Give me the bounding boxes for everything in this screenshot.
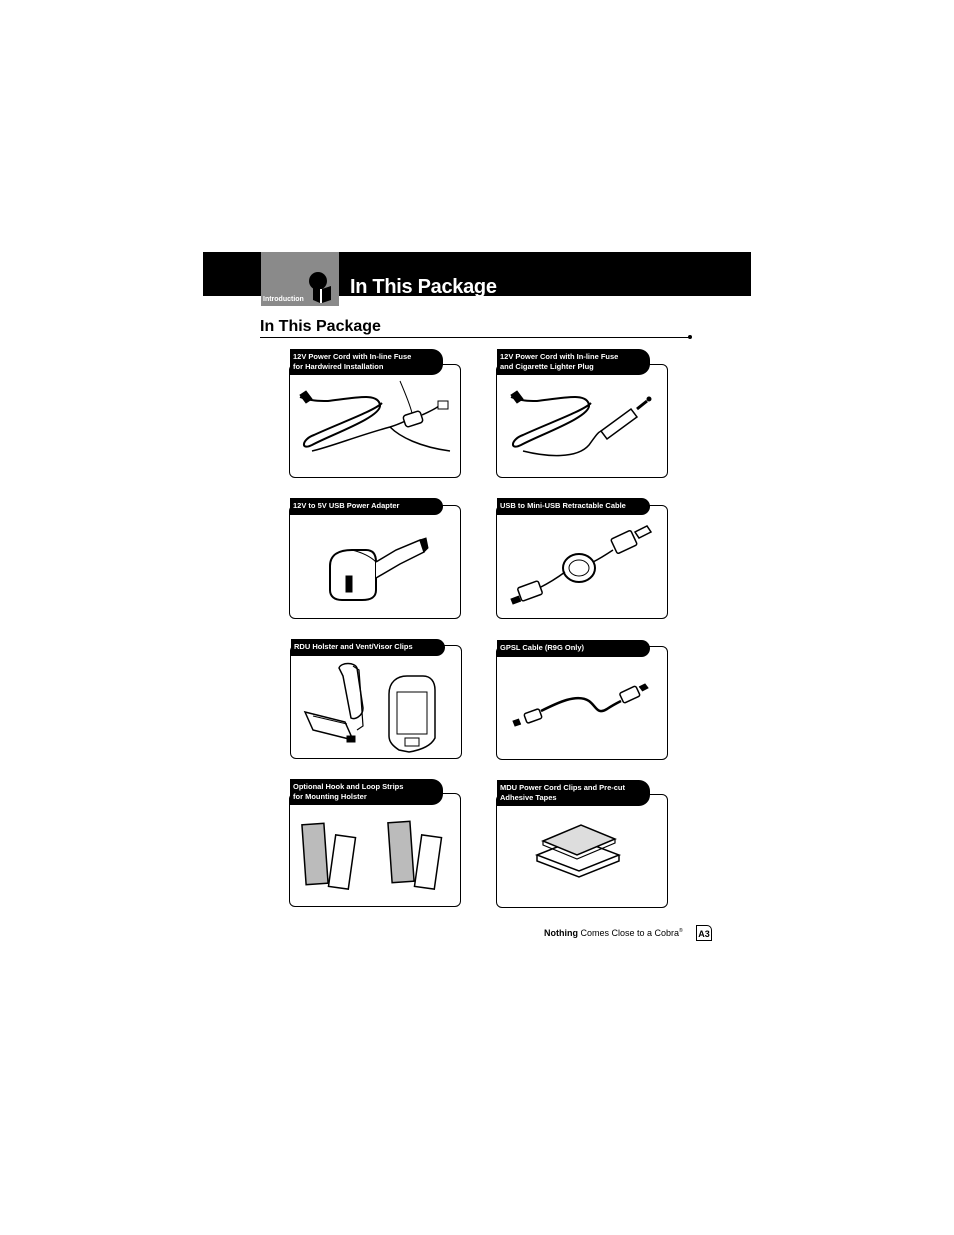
hardwire-power-cord-icon	[290, 365, 460, 477]
trademark-mark: ®	[679, 928, 683, 934]
item-label: MDU Power Cord Clips and Pre-cut Adhesive Tapes	[497, 780, 650, 806]
item-label: USB to Mini-USB Retractable Cable	[497, 498, 650, 515]
page-number: A3	[696, 925, 712, 941]
title-rule	[260, 337, 690, 338]
package-item-card	[496, 501, 668, 619]
package-item-card	[290, 642, 462, 759]
retractable-usb-cable-icon	[497, 506, 667, 618]
item-label: GPSL Cable (R9G Only)	[497, 640, 650, 657]
package-item-card	[289, 352, 461, 478]
holster-clips-icon	[291, 646, 461, 758]
package-item-card	[289, 782, 461, 907]
package-item-card	[496, 352, 668, 478]
banner-title: In This Package	[350, 276, 497, 298]
title-rule-dot	[688, 335, 692, 339]
item-label: 12V Power Cord with In-line Fuse for Hardwired Installation	[290, 349, 443, 375]
item-label: RDU Holster and Vent/Visor Clips	[291, 639, 445, 656]
package-item-card	[496, 783, 668, 908]
usb-power-adapter-icon	[290, 506, 460, 618]
section-tab-label: Introduction	[263, 296, 304, 303]
adhesive-tapes-icon	[497, 795, 667, 907]
tagline-rest: Comes Close to a Cobra	[578, 928, 680, 938]
hook-loop-strips-icon	[290, 794, 460, 906]
page-title: In This Package	[260, 318, 381, 335]
item-label: Optional Hook and Loop Strips for Mounting Holster	[290, 779, 443, 805]
package-item-card	[289, 501, 461, 619]
package-item-card	[496, 643, 668, 760]
footer-tagline	[544, 928, 683, 938]
gpsl-cable-icon	[497, 647, 667, 759]
book-reader-icon	[305, 270, 335, 304]
item-label: 12V to 5V USB Power Adapter	[290, 498, 443, 515]
tagline-bold: Nothing	[544, 928, 578, 938]
item-label: 12V Power Cord with In-line Fuse and Cigarette Lighter Plug	[497, 349, 650, 375]
lighter-plug-power-cord-icon	[497, 365, 667, 477]
